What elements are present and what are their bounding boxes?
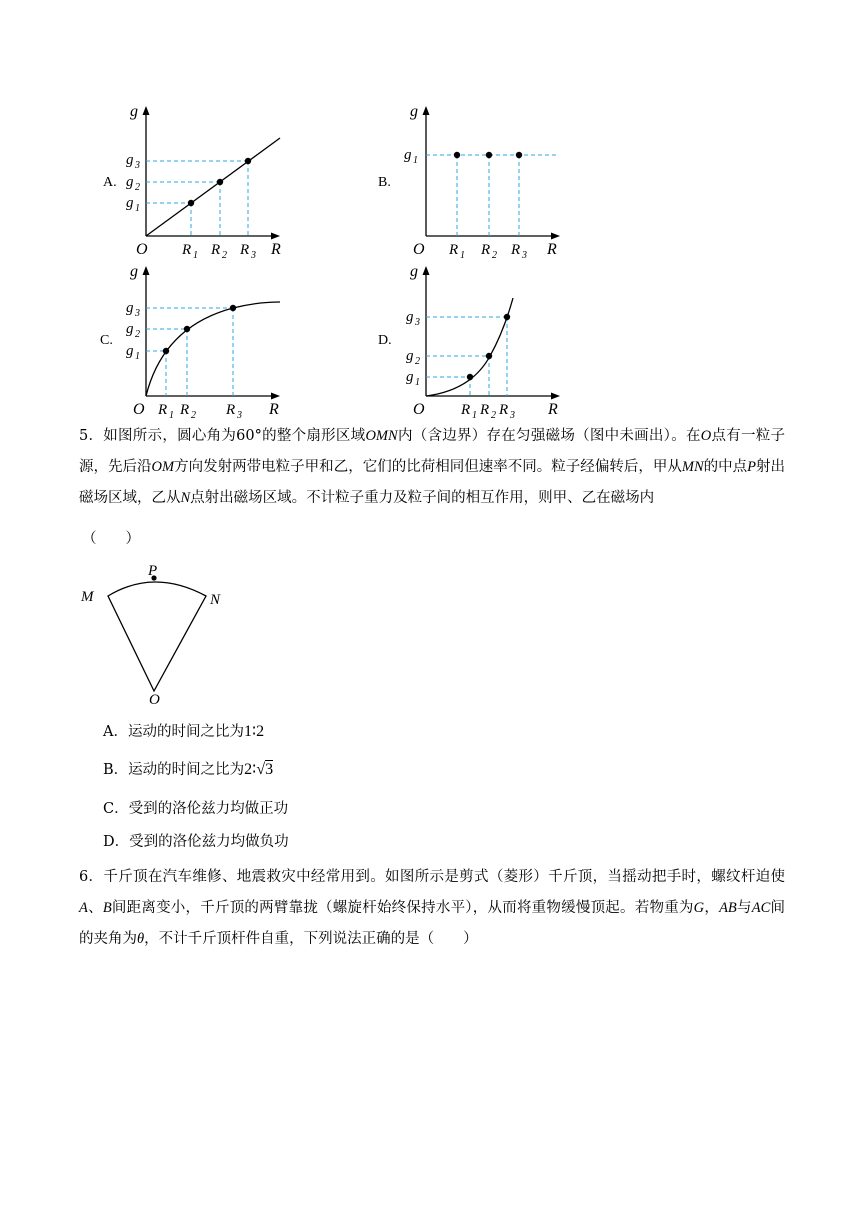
graph-a: [118, 98, 298, 263]
option-a-label: A.: [103, 175, 117, 190]
graph-d: [398, 258, 578, 423]
graph-b: [398, 98, 578, 263]
svg-text:O: O: [136, 241, 148, 258]
svg-text:2: 2: [135, 329, 140, 340]
choice-b[interactable]: B．运动的时间之比为2∶√3: [103, 761, 274, 778]
svg-text:g: g: [126, 300, 134, 316]
svg-text:O: O: [133, 401, 145, 418]
svg-text:R: R: [449, 242, 459, 258]
option-d-label: D.: [378, 333, 392, 348]
svg-text:3: 3: [135, 160, 140, 171]
svg-text:R: R: [182, 242, 192, 258]
svg-text:2: 2: [191, 410, 196, 421]
svg-text:g: g: [126, 321, 134, 337]
svg-text:g: g: [130, 263, 138, 280]
svg-text:g: g: [126, 174, 134, 190]
y-axis-label: g: [130, 103, 138, 120]
svg-text:g: g: [406, 369, 414, 385]
svg-text:O: O: [413, 401, 425, 418]
svg-text:1: 1: [413, 155, 418, 166]
question-6-text: 6．千斤顶在汽车维修、地震救灾中经常用到。如图所示是剪式（菱形）千斤顶，当摇动把手时，螺纹杆迫使A、B间距离变小，千斤顶的两臂靠拢（螺旋杆始终保持水平），从而将重物缓慢顶起。若物重为G，AB与AC间的夹角为θ，不计千斤顶杆件自重，下列说法正确的是（ ）: [79, 869, 786, 947]
svg-text:1: 1: [415, 377, 420, 388]
svg-text:g: g: [410, 263, 418, 280]
svg-text:R: R: [461, 402, 471, 418]
svg-text:1: 1: [135, 351, 140, 362]
svg-text:1: 1: [135, 203, 140, 214]
svg-text:N: N: [210, 592, 221, 608]
svg-text:g: g: [404, 147, 412, 163]
svg-text:R: R: [480, 402, 490, 418]
svg-text:R: R: [211, 242, 221, 258]
svg-text:g: g: [406, 348, 414, 364]
svg-text:1: 1: [460, 250, 465, 261]
svg-text:3: 3: [522, 250, 527, 261]
sector-figure: [75, 560, 235, 710]
option-b-label: B.: [378, 175, 391, 190]
choice-a[interactable]: A．运动的时间之比为1∶2: [103, 723, 265, 740]
svg-text:M: M: [81, 589, 94, 605]
svg-text:R: R: [240, 242, 250, 258]
svg-text:R: R: [269, 401, 279, 418]
svg-text:R: R: [548, 401, 558, 418]
svg-text:2: 2: [492, 250, 497, 261]
svg-text:g: g: [410, 103, 418, 120]
svg-text:2: 2: [135, 182, 140, 193]
graph-c: [118, 258, 298, 423]
svg-text:2: 2: [222, 250, 227, 261]
svg-text:3: 3: [510, 410, 515, 421]
svg-text:O: O: [413, 241, 425, 258]
svg-text:P: P: [148, 563, 158, 579]
svg-text:R: R: [481, 242, 491, 258]
svg-text:R: R: [226, 402, 236, 418]
svg-text:R: R: [180, 402, 190, 418]
svg-text:g: g: [126, 152, 134, 168]
svg-text:1: 1: [193, 250, 198, 261]
svg-text:R: R: [271, 241, 281, 258]
svg-text:1: 1: [472, 410, 477, 421]
svg-text:g: g: [126, 195, 134, 211]
svg-text:g: g: [126, 343, 134, 359]
choice-c[interactable]: C．受到的洛伦兹力均做正功: [103, 801, 289, 817]
svg-text:1: 1: [169, 410, 174, 421]
svg-text:O: O: [149, 692, 160, 708]
svg-text:2: 2: [415, 356, 420, 367]
svg-text:3: 3: [415, 317, 420, 328]
svg-text:g: g: [406, 309, 414, 325]
question-5-blank: （ ）: [82, 531, 140, 547]
svg-text:3: 3: [251, 250, 256, 261]
line-a: [146, 138, 280, 236]
svg-text:R: R: [511, 242, 521, 258]
question-5-text: 5．如图所示，圆心角为60°的整个扇形区域OMN内（含边界）存在匀强磁场（图中未画出）。在O点有一粒子源，先后沿OM方向发射两带电粒子甲和乙，它们的比荷相同但速率不同。粒子经偏转后，甲从MN的中点P射出磁场区域，乙从N点射出磁场区域。不计粒子重力及粒子间的相互作用，则甲、乙在磁场内: [79, 428, 786, 506]
svg-text:R: R: [158, 402, 168, 418]
svg-text:3: 3: [135, 308, 140, 319]
option-c-label: C.: [100, 333, 113, 348]
svg-text:R: R: [547, 241, 557, 258]
svg-text:R: R: [499, 402, 509, 418]
svg-text:2: 2: [491, 410, 496, 421]
choice-d[interactable]: D．受到的洛伦兹力均做负功: [103, 834, 289, 850]
svg-text:3: 3: [237, 410, 242, 421]
